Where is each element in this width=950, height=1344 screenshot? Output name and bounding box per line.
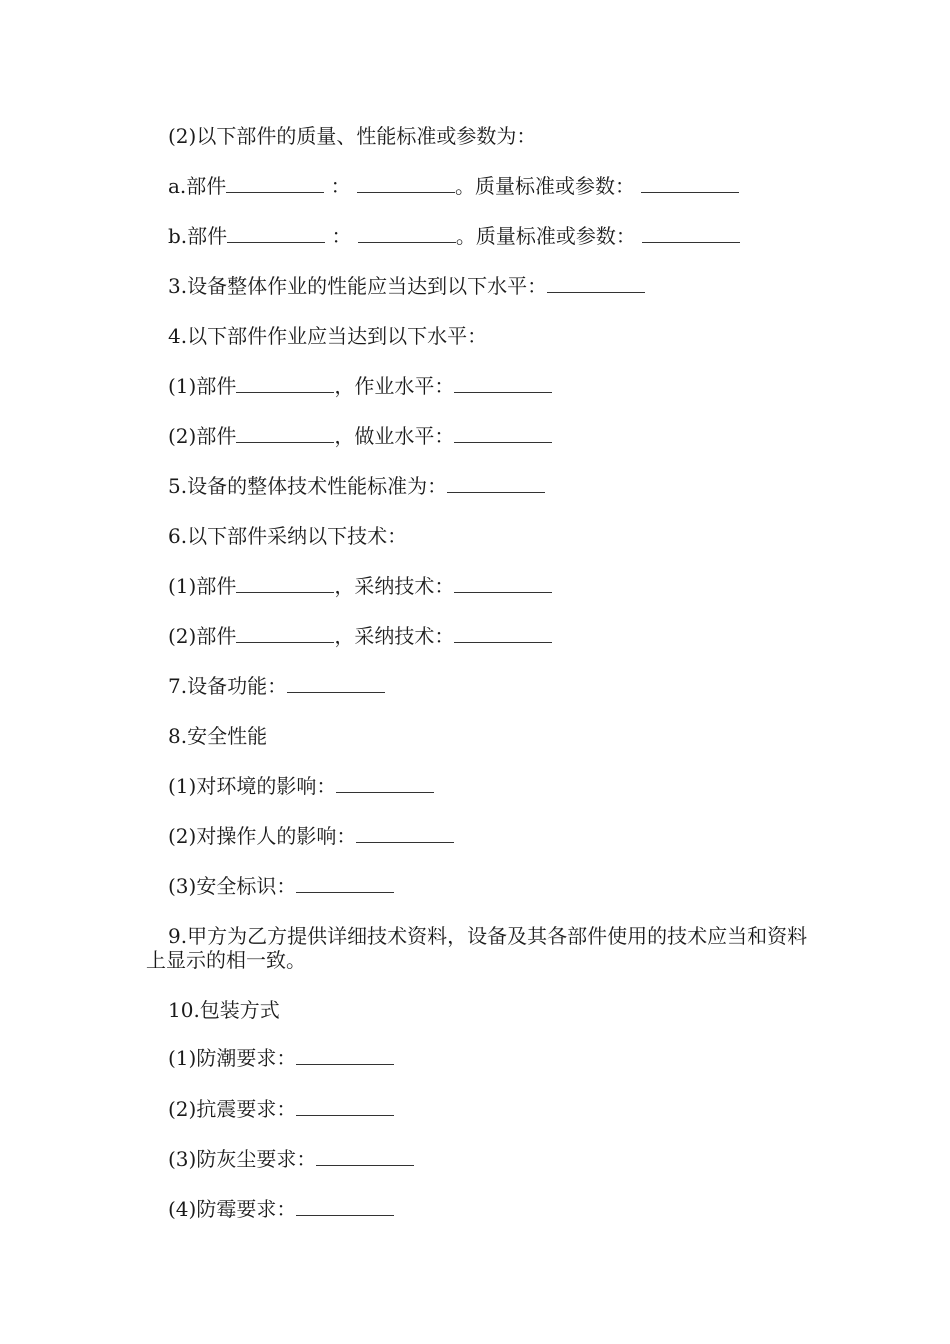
item-10-3 [168,1147,414,1171]
blank-line[interactable] [236,374,334,393]
item-6-2 [168,624,552,648]
text: (2)抗震要求： [168,1097,297,1121]
text: a.部件 [168,174,227,198]
item-8-2 [168,824,454,848]
text: (1)部件 [168,374,237,398]
blank-line[interactable] [642,224,740,243]
text: (4)防霉要求： [168,1197,297,1221]
text: 10.包装方式 [168,998,280,1022]
text: (1)部件 [168,574,237,598]
blank-line[interactable] [236,624,334,643]
part-b-line [168,224,740,248]
text: (3)防灰尘要求： [168,1147,317,1171]
text: ： [331,224,352,248]
text: (2)部件 [168,624,237,648]
item-10-2 [168,1097,394,1121]
item-6-1 [168,574,552,598]
item-9 [146,924,816,972]
text: ： [330,174,351,198]
blank-line[interactable] [454,574,552,593]
blank-line[interactable] [641,174,739,193]
text: 8.安全性能 [168,724,268,748]
text: 3.设备整体作业的性能应当达到以下水平： [168,274,548,298]
text: (2)以下部件的质量、性能标准或参数为： [168,124,537,148]
blank-line[interactable] [287,674,385,693]
text: (1)防潮要求： [168,1046,297,1070]
blank-line[interactable] [454,374,552,393]
item-3 [168,274,645,298]
text: ，采纳技术： [334,574,455,598]
text: (2)对操作人的影响： [168,824,357,848]
item-8-3 [168,874,394,898]
item-10 [168,998,280,1022]
text: 7.设备功能： [168,674,288,698]
blank-line[interactable] [296,1197,394,1216]
blank-line[interactable] [226,174,324,193]
item-8-1 [168,774,434,798]
blank-line[interactable] [547,274,645,293]
parts-quality-heading [168,124,536,148]
text: 6.以下部件采纳以下技术： [168,524,408,548]
text: ，采纳技术： [334,624,455,648]
blank-line[interactable] [236,424,334,443]
blank-line[interactable] [227,224,325,243]
text: ，做业水平： [334,424,455,448]
item-10-1 [168,1046,394,1070]
text: 。质量标准或参数： [455,224,636,248]
text: 。质量标准或参数： [455,174,635,198]
blank-line[interactable] [447,474,545,493]
text: 9.甲方为乙方提供详细技术资料，设备及其各部件使用的技术应当和资料上显示的相一致。 [146,924,808,972]
text: 4.以下部件作业应当达到以下水平： [168,324,488,348]
text: b.部件 [168,224,228,248]
item-7 [168,674,385,698]
text: (1)对环境的影响： [168,774,337,798]
item-4-2 [168,424,552,448]
blank-line[interactable] [236,574,334,593]
text: (2)部件 [168,424,237,448]
item-10-4 [168,1197,394,1221]
item-4 [168,324,487,348]
blank-line[interactable] [357,174,455,193]
part-a-line [168,174,739,198]
blank-line[interactable] [296,1046,394,1065]
blank-line[interactable] [336,774,434,793]
text: 5.设备的整体技术性能标准为： [168,474,448,498]
item-4-1 [168,374,552,398]
item-8 [168,724,267,748]
blank-line[interactable] [358,224,456,243]
text: ，作业水平： [334,374,455,398]
blank-line[interactable] [296,874,394,893]
item-5 [168,474,545,498]
blank-line[interactable] [454,424,552,443]
text: (3)安全标识： [168,874,297,898]
blank-line[interactable] [454,624,552,643]
blank-line[interactable] [356,824,454,843]
item-6 [168,524,407,548]
blank-line[interactable] [296,1097,394,1116]
blank-line[interactable] [316,1147,414,1166]
